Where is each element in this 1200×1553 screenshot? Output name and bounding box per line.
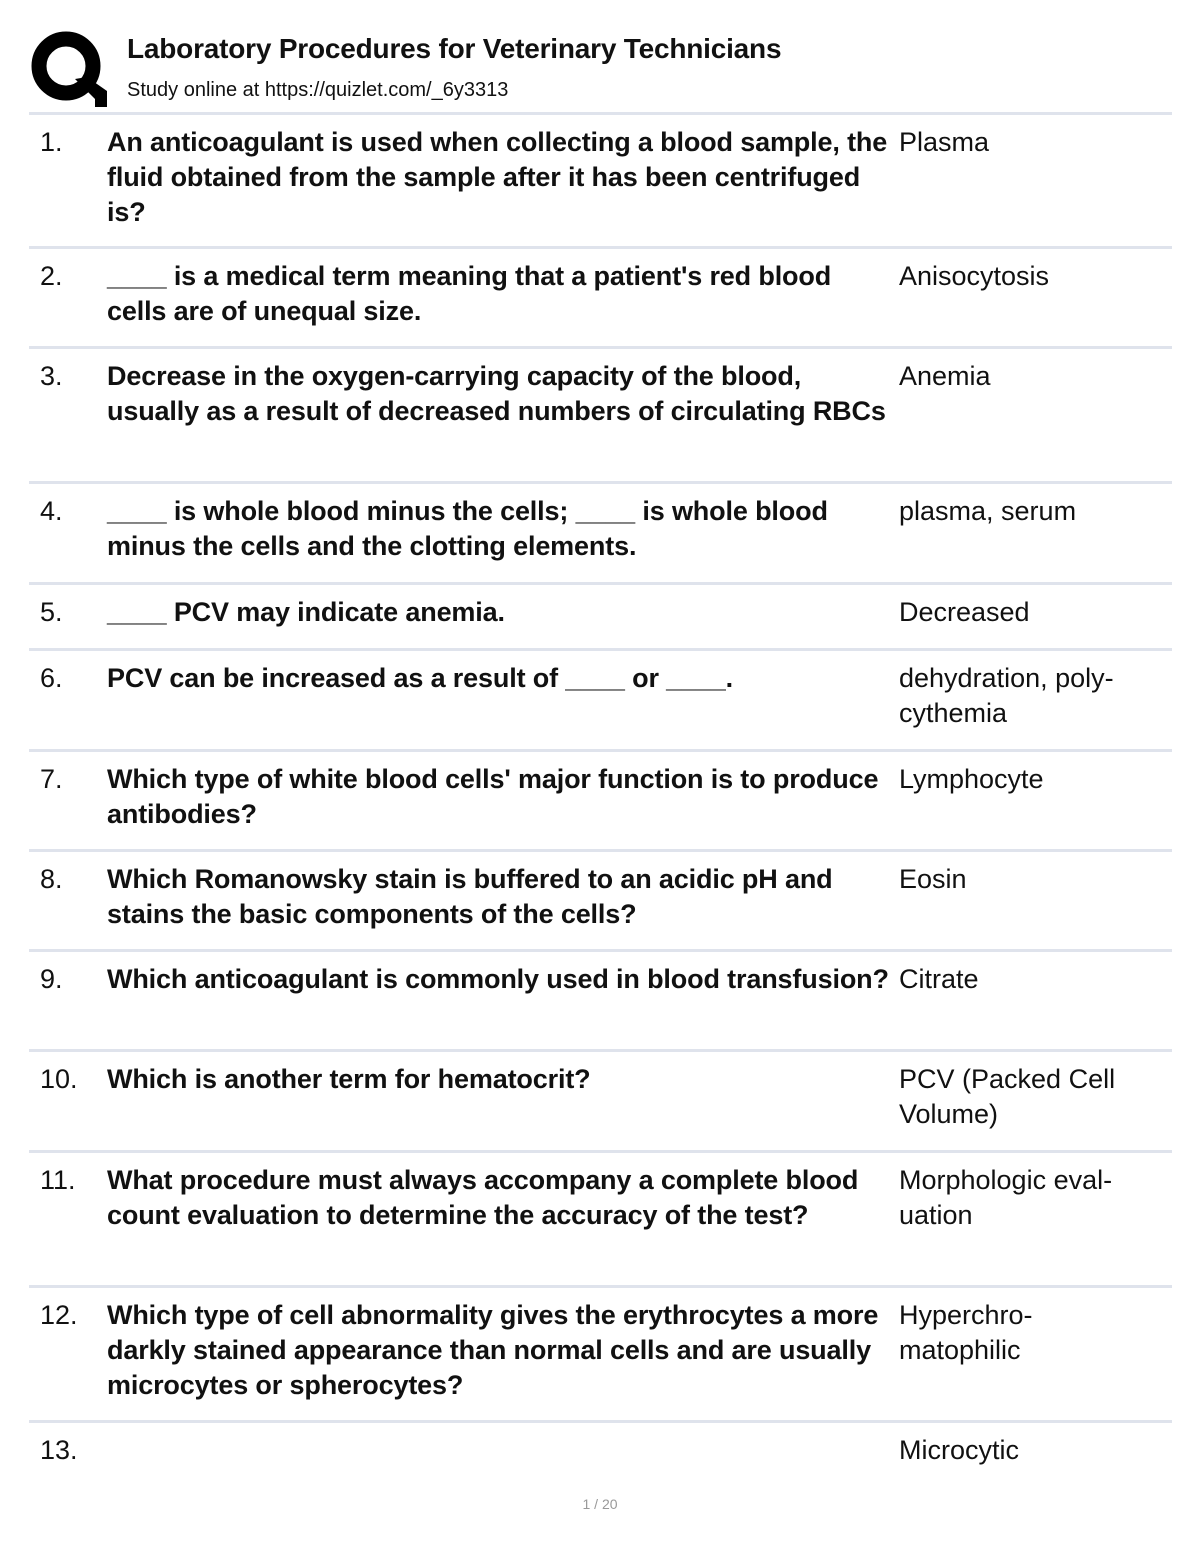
card-number: 1. <box>40 127 63 157</box>
document-title: Laboratory Procedures for Veterinary Technicians <box>127 33 782 64</box>
card-question: Decrease in the oxygen-carrying capacity of the blood, usually as a result of decreased numbers of circulating RBCs <box>107 361 886 426</box>
flashcard-row <box>29 1153 1172 1288</box>
card-question: An anticoagulant is used when collecting a blood sample, the fluid obtained from the sample after it has been centrifuged is? <box>107 127 888 227</box>
study-online-link[interactable]: Study online at https://quizlet.com/_6y3313 <box>127 79 509 101</box>
card-answer: dehydration, poly- cythemia <box>899 663 1114 728</box>
card-answer: Anemia <box>899 361 991 391</box>
card-answer: Morphologic eval- uation <box>899 1165 1113 1230</box>
card-question: Which is another term for hematocrit? <box>107 1064 591 1094</box>
flashcard-row <box>29 952 1172 1052</box>
card-answer: Eosin <box>899 864 967 894</box>
card-number: 9. <box>40 964 63 994</box>
flashcard-row <box>29 651 1172 752</box>
flashcard-row <box>29 249 1172 349</box>
flashcard-row <box>29 752 1172 852</box>
card-question: Which type of cell abnormality gives the erythrocytes a more darkly stained appearance than normal cells and are usually microcytes or spherocytes? <box>107 1300 879 1400</box>
flashcard-row <box>29 1423 1172 1493</box>
card-number: 10. <box>40 1064 78 1094</box>
card-number: 3. <box>40 361 63 391</box>
card-answer: Citrate <box>899 964 979 994</box>
card-number: 6. <box>40 663 63 693</box>
card-number: 11. <box>40 1165 76 1195</box>
card-question: Which Romanowsky stain is buffered to an acidic pH and stains the basic components of the cells? <box>107 864 833 929</box>
card-answer: Microcytic <box>899 1435 1019 1465</box>
card-number: 8. <box>40 864 63 894</box>
card-number: 2. <box>40 261 63 291</box>
page-indicator: 1 / 20 <box>582 1496 618 1512</box>
card-question: What procedure must always accompany a complete blood count evaluation to determine the accuracy of the test? <box>107 1165 859 1230</box>
card-answer: Plasma <box>899 127 990 157</box>
card-answer: Anisocytosis <box>899 261 1050 291</box>
flashcard-row <box>29 585 1172 651</box>
flashcard-row <box>29 1288 1172 1423</box>
card-number: 5. <box>40 597 63 627</box>
card-question: ____ PCV may indicate anemia. <box>107 597 505 627</box>
flashcard-row <box>29 484 1172 585</box>
flashcard-row <box>29 852 1172 952</box>
card-number: 12. <box>40 1300 78 1330</box>
card-number: 7. <box>40 764 63 794</box>
card-question: ____ is a medical term meaning that a patient's red blood cells are of unequal size. <box>107 261 832 326</box>
card-number: 4. <box>40 496 63 526</box>
card-answer: Decreased <box>899 597 1030 627</box>
card-number: 13. <box>40 1435 78 1465</box>
card-answer: PCV (Packed Cell Volume) <box>899 1064 1116 1129</box>
flashcard-list <box>29 115 1172 1493</box>
card-question: Which type of white blood cells' major function is to produce antibodies? <box>107 764 879 829</box>
card-question: ____ is whole blood minus the cells; ____ is whole blood minus the cells and the clotting elements. <box>107 496 828 561</box>
card-answer: plasma, serum <box>899 496 1077 526</box>
card-answer: Hyperchro- matophilic <box>899 1300 1033 1365</box>
quizlet-logo-icon <box>29 29 107 107</box>
card-question: Which anticoagulant is commonly used in blood transfusion? <box>107 964 889 994</box>
flashcard-row <box>29 1052 1172 1153</box>
card-answer: Lymphocyte <box>899 764 1044 794</box>
card-question: PCV can be increased as a result of ____ or ____. <box>107 663 733 693</box>
flashcard-row <box>29 115 1172 249</box>
flashcard-row <box>29 349 1172 484</box>
